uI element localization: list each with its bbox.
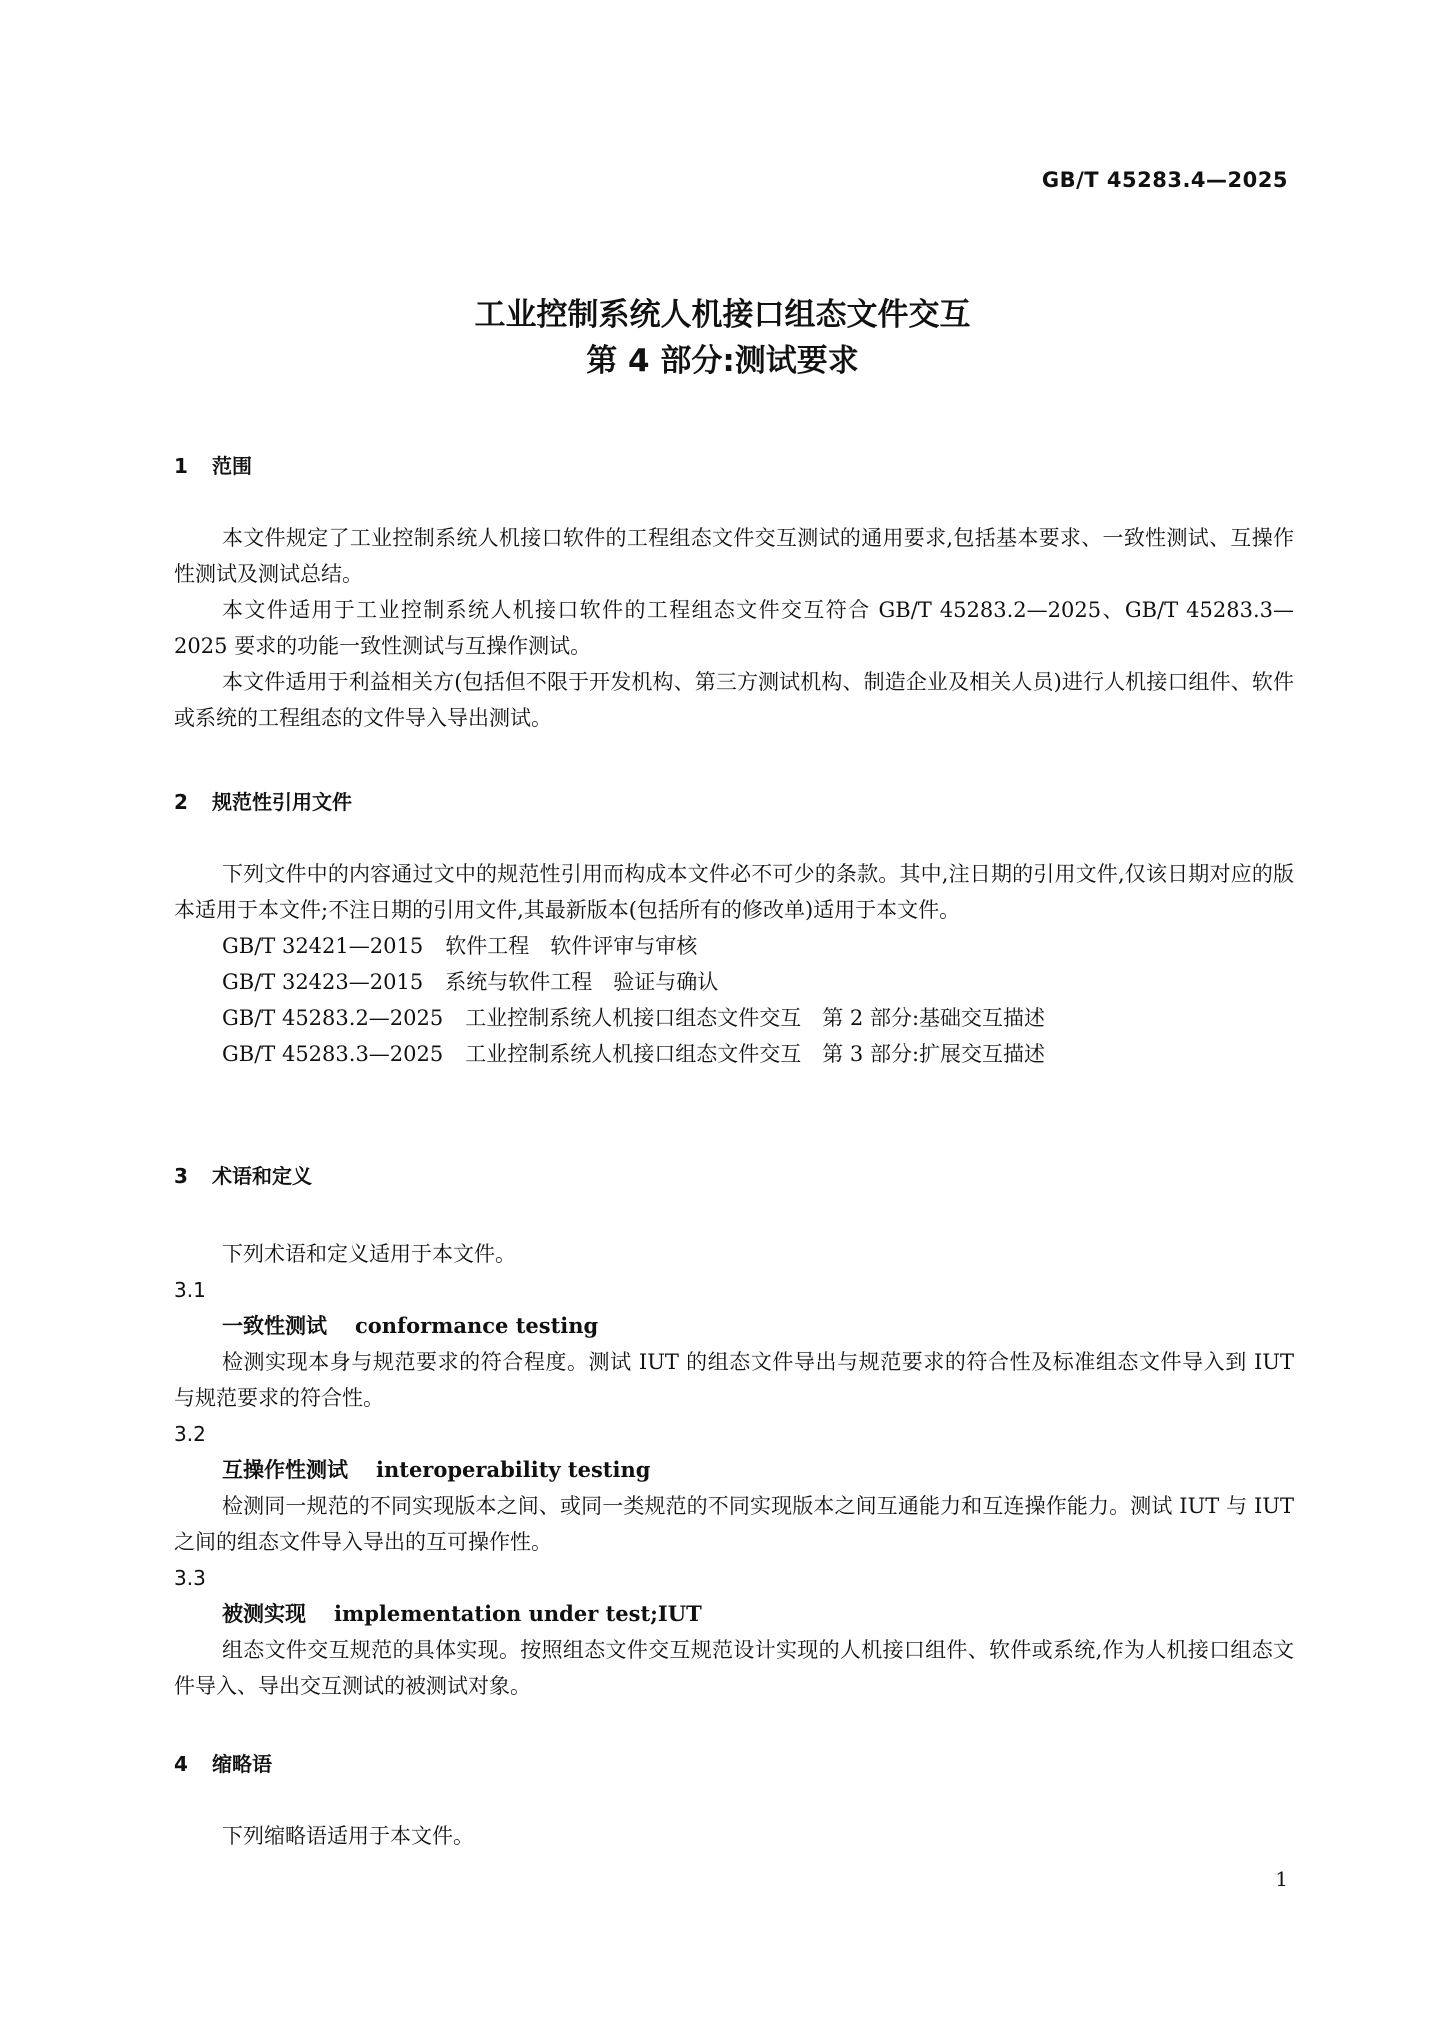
section-title: 规范性引用文件: [212, 790, 352, 814]
term-entry: [174, 1452, 1294, 1488]
section-number: 4: [174, 1752, 188, 1776]
term-definition: 检测实现本身与规范要求的符合程度。测试 IUT 的组态文件导出与规范要求的符合性及标准组态文件导入到 IUT 与规范要求的符合性。: [174, 1350, 1294, 1410]
term-number: 3.3: [174, 1566, 206, 1590]
section-number: 3: [174, 1164, 188, 1188]
paragraph: 本文件适用于利益相关方(包括但不限于开发机构、第三方测试机构、制造企业及相关人员)进行人机接口组件、软件或系统的工程组态的文件导入导出测试。: [174, 670, 1294, 730]
reference-code: GB/T 32421—2015: [222, 934, 424, 958]
term-chinese: 一致性测试: [222, 1314, 327, 1338]
section-title: 缩略语: [212, 1752, 272, 1776]
document-title: [0, 292, 1445, 384]
reference-title: 工业控制系统人机接口组态文件交互 第 3 部分:扩展交互描述: [465, 1042, 1046, 1066]
term-entry: [174, 1596, 1294, 1632]
section-2: [174, 784, 1294, 820]
section-1-body: [174, 520, 1294, 736]
reference-item: [174, 1000, 1294, 1036]
section-heading: [174, 784, 1294, 820]
reference-title: 工业控制系统人机接口组态文件交互 第 2 部分:基础交互描述: [465, 1006, 1046, 1030]
section-3: [174, 1158, 1294, 1194]
term-english: interoperability testing: [376, 1457, 651, 1482]
reference-item: [174, 964, 1294, 1000]
section-2-body: [174, 856, 1294, 1072]
page-number: 1: [1275, 1867, 1288, 1891]
section-4: [174, 1746, 1294, 1782]
section-4-body: [174, 1818, 1294, 1854]
standard-code: GB/T 45283.4—2025: [1041, 168, 1288, 192]
paragraph: 本文件适用于工业控制系统人机接口软件的工程组态文件交互符合 GB/T 45283.2—2025、GB/T 45283.3—2025 要求的功能一致性测试与互操作测试。: [174, 598, 1294, 658]
section-3-body: [174, 1236, 1294, 1704]
term-number: 3.2: [174, 1422, 206, 1446]
term-chinese: 被测实现: [222, 1602, 306, 1626]
section-number: 1: [174, 454, 188, 478]
term-number: 3.1: [174, 1278, 206, 1302]
title-line-1: 工业控制系统人机接口组态文件交互: [474, 297, 971, 333]
reference-item: [174, 1036, 1294, 1072]
reference-code: GB/T 45283.3—2025: [222, 1042, 444, 1066]
section-heading: [174, 1746, 1294, 1782]
reference-title: 系统与软件工程 验证与确认: [445, 970, 719, 994]
reference-code: GB/T 45283.2—2025: [222, 1006, 444, 1030]
section-title: 术语和定义: [212, 1164, 312, 1188]
section-heading: [174, 1158, 1294, 1194]
section-number: 2: [174, 790, 188, 814]
term-definition: 检测同一规范的不同实现版本之间、或同一类规范的不同实现版本之间互通能力和互连操作能力。测试 IUT 与 IUT 之间的组态文件导入导出的互可操作性。: [174, 1494, 1294, 1554]
reference-title: 软件工程 软件评审与审核: [445, 934, 698, 958]
reference-item: [174, 928, 1294, 964]
paragraph: 下列文件中的内容通过文中的规范性引用而构成本文件必不可少的条款。其中,注日期的引用文件,仅该日期对应的版本适用于本文件;不注日期的引用文件,其最新版本(包括所有的修改单)适用于本文件。: [174, 862, 1294, 922]
section-1: [174, 448, 1294, 484]
term-english: conformance testing: [355, 1313, 599, 1338]
term-chinese: 互操作性测试: [222, 1458, 348, 1482]
term-entry: [174, 1308, 1294, 1344]
paragraph: 下列术语和定义适用于本文件。: [222, 1242, 516, 1266]
reference-code: GB/T 32423—2015: [222, 970, 424, 994]
paragraph: 下列缩略语适用于本文件。: [222, 1824, 474, 1848]
term-definition: 组态文件交互规范的具体实现。按照组态文件交互规范设计实现的人机接口组件、软件或系统,作为人机接口组态文件导入、导出交互测试的被测试对象。: [174, 1638, 1294, 1698]
section-heading: [174, 448, 1294, 484]
section-title: 范围: [212, 454, 252, 478]
paragraph: 本文件规定了工业控制系统人机接口软件的工程组态文件交互测试的通用要求,包括基本要求、一致性测试、互操作性测试及测试总结。: [174, 526, 1294, 586]
title-line-2: 第 4 部分:测试要求: [586, 343, 859, 379]
term-english: implementation under test;IUT: [334, 1601, 702, 1626]
